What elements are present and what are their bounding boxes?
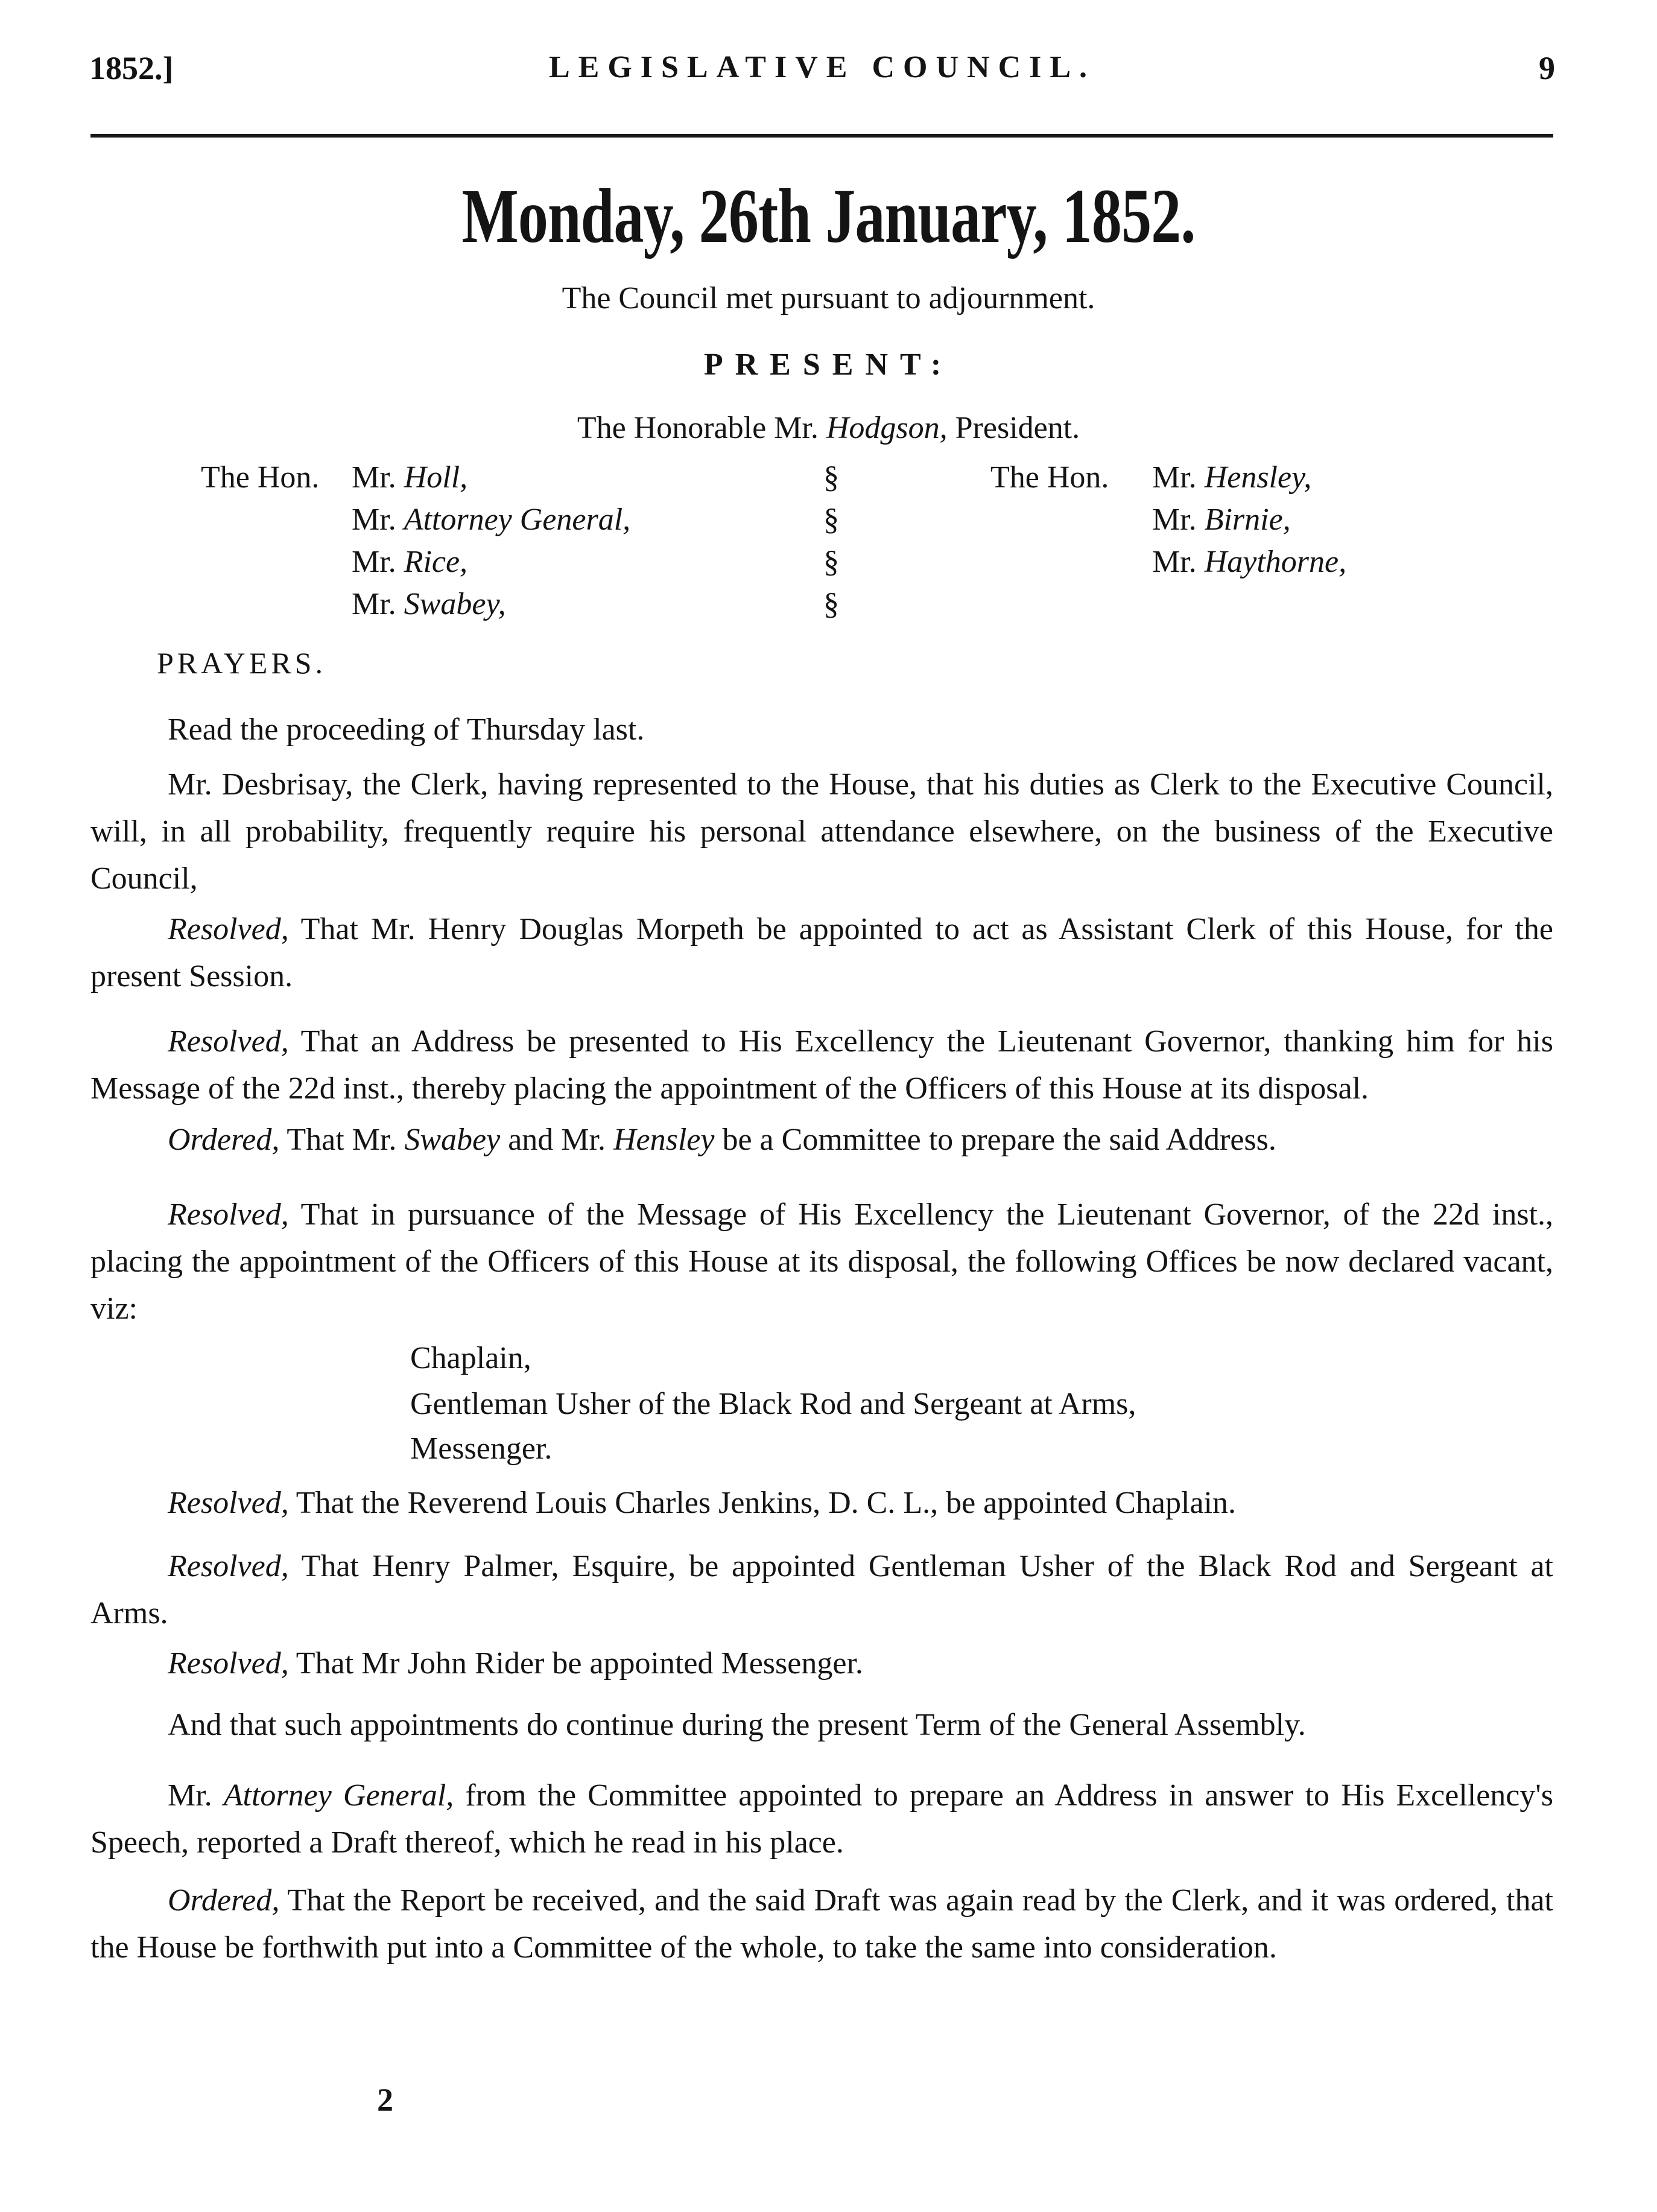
member-birnie: Mr. Birnie, xyxy=(1152,502,1291,537)
resolution-messenger: Resolved, That Mr John Rider be appointed Messenger. xyxy=(168,1646,863,1681)
member-attorney-general: Mr. Attorney General, xyxy=(352,502,631,537)
resolution-address: Resolved, That an Address be presented to His Excellency the Lieutenant Governor, thanking him for his Message of the 22d inst., thereby placing the appointment of the Officers of this House at its disposal. xyxy=(90,1024,1553,1106)
member-swabey: Mr. Swabey, xyxy=(352,587,506,621)
section-mark-1: § xyxy=(823,460,839,495)
clerk-paragraph: Mr. Desbrisay, the Clerk, having represented to the House, that his duties as Clerk to the Executive Council, will, in all probability, frequently require his personal attendance elsewhere, on the business of the Executive Council, xyxy=(90,767,1553,896)
section-mark-2: § xyxy=(823,502,839,537)
header-page-number: 9 xyxy=(1539,50,1555,86)
president-name: Hodgson, xyxy=(826,411,948,445)
resolution-vacant-offices: Resolved, That in pursuance of the Message of His Excellency the Lieutenant Governor, of the 22d inst., placing the appointment of the Officers of this House at its disposal, the following Offices be now declared vacant, viz: xyxy=(90,1197,1554,1326)
ordered-committee: Ordered, That Mr. Swabey and Mr. Hensley be a Committee to prepare the said Address. xyxy=(168,1123,1276,1157)
resolution-usher: Resolved, That Henry Palmer, Esquire, be appointed Gentleman Usher of the Black Rod and Sergeant at Arms. xyxy=(90,1549,1553,1630)
member-haythorne: Mr. Haythorne, xyxy=(1152,545,1347,579)
member-hensley: Mr. Hensley, xyxy=(1152,460,1312,495)
signature-mark: 2 xyxy=(377,2082,393,2118)
section-mark-3: § xyxy=(823,545,839,579)
present-heading: PRESENT: xyxy=(703,347,954,382)
header-title: LEGISLATIVE COUNCIL. xyxy=(548,50,1096,84)
header-year: 1852.] xyxy=(89,50,174,86)
appointments-continue: And that such appointments do continue during the present Term of the General Assembly. xyxy=(168,1708,1306,1742)
office-messenger: Messenger. xyxy=(410,1431,553,1466)
resolution-assistant-clerk: Resolved, That Mr. Henry Douglas Morpeth be appointed to act as Assistant Clerk of this House, for the present Session. xyxy=(90,912,1553,993)
date-heading: Monday, 26th January, 1852. xyxy=(461,173,1196,259)
members-left-prefix: The Hon. xyxy=(201,460,320,495)
member-rice: Mr. Rice, xyxy=(352,545,468,579)
attorney-general-report: Mr. Attorney General, from the Committee appointed to prepare an Address in answer to His Excellency's Speech, reported a Draft thereof, which he read in his place. xyxy=(90,1778,1553,1860)
president-suffix: President. xyxy=(955,411,1080,445)
running-header xyxy=(89,49,1555,92)
ordered-report: Ordered, That the Report be received, and the said Draft was again read by the Clerk, and it was ordered, that the House be forthwith put into a Committee of the whole, to take the same into consideration. xyxy=(90,1883,1554,1965)
members-right-prefix: The Hon. xyxy=(990,460,1109,495)
office-gentleman-usher: Gentleman Usher of the Black Rod and Sergeant at Arms, xyxy=(410,1387,1136,1421)
president-prefix: The Honorable Mr. xyxy=(577,411,819,445)
read-proceeding: Read the proceeding of Thursday last. xyxy=(168,712,645,747)
prayers-heading: PRAYERS. xyxy=(157,646,326,680)
header-rule xyxy=(90,134,1553,138)
member-holl: Mr. Holl, xyxy=(352,460,468,495)
section-mark-4: § xyxy=(823,587,839,621)
president-line xyxy=(0,410,1657,446)
office-chaplain: Chaplain, xyxy=(410,1341,531,1375)
met-line: The Council met pursuant to adjournment. xyxy=(562,281,1095,315)
resolution-chaplain: Resolved, That the Reverend Louis Charles Jenkins, D. C. L., be appointed Chaplain. xyxy=(168,1486,1236,1520)
